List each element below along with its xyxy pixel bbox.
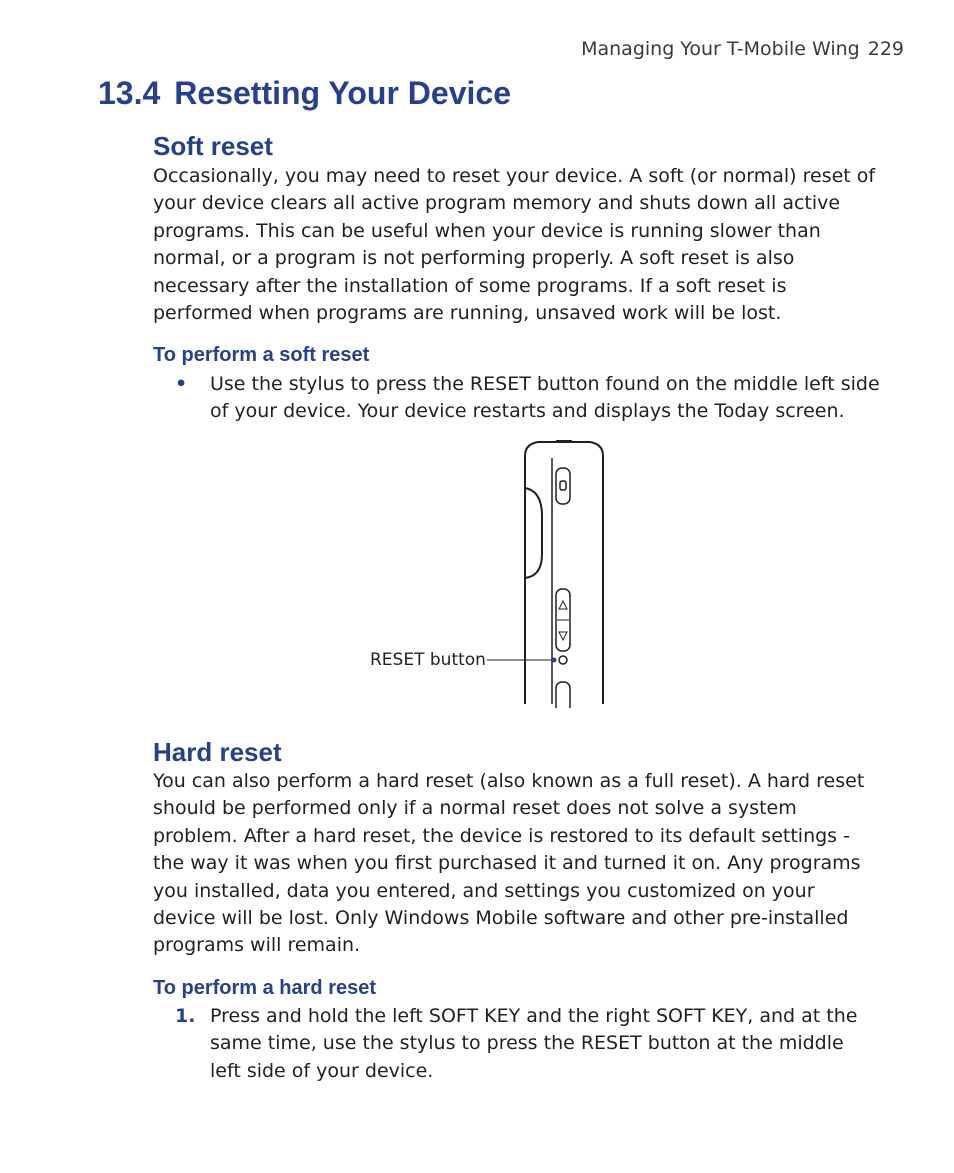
section-number: 13.4 <box>98 75 161 111</box>
hard-reset-step-text: Press and hold the left SOFT KEY and the right SOFT KEY, and at the same time, use the stylus to press the RESET button at the middle left side of your device. <box>210 1005 858 1082</box>
hard-reset-step <box>175 1003 880 1085</box>
reset-button-callout-label: RESET button <box>370 650 486 670</box>
soft-reset-heading: Soft reset <box>153 131 273 161</box>
section-title <box>98 75 511 112</box>
bullet-marker: • <box>175 373 188 395</box>
soft-reset-procedure-heading: To perform a soft reset <box>153 344 370 366</box>
hard-reset-heading: Hard reset <box>153 737 282 767</box>
running-title: Managing Your T-Mobile Wing <box>581 38 860 60</box>
device-side-figure <box>360 436 620 708</box>
power-button <box>556 468 570 504</box>
hard-reset-body: You can also perform a hard reset (also known as a full reset). A hard reset should be performed only if a normal reset does not solve a system problem. After a hard reset, the device is restored to its default settings - the way it was when you first purchased it and turned it on. Any programs you installed, data you entered, and settings you customized on your device will be lost. Only Windows Mobile software and other pre-installed programs will remain. <box>153 770 865 957</box>
page-number: 229 <box>867 38 904 60</box>
step-number: 1. <box>175 1005 196 1027</box>
section-title-text: Resetting Your Device <box>174 75 511 111</box>
reset-button <box>559 656 567 664</box>
soft-reset-body: Occasionally, you may need to reset your device. A soft (or normal) reset of your device clears all active program memory and shuts down all active programs. This can be useful when your device is running slower than normal, or a program is not performing properly. A soft reset is also necessary after the installation of some programs. If a soft reset is performed when programs are running, unsaved work will be lost. <box>153 165 876 325</box>
hard-reset-procedure-heading: To perform a hard reset <box>153 977 377 999</box>
soft-reset-step <box>175 371 880 426</box>
soft-reset-step-text: Use the stylus to press the RESET button found on the middle left side of your device. Your device restarts and displays the Today screen. <box>210 373 880 423</box>
callout-dot <box>552 658 557 663</box>
bottom-button <box>556 682 570 708</box>
running-header <box>581 38 904 60</box>
